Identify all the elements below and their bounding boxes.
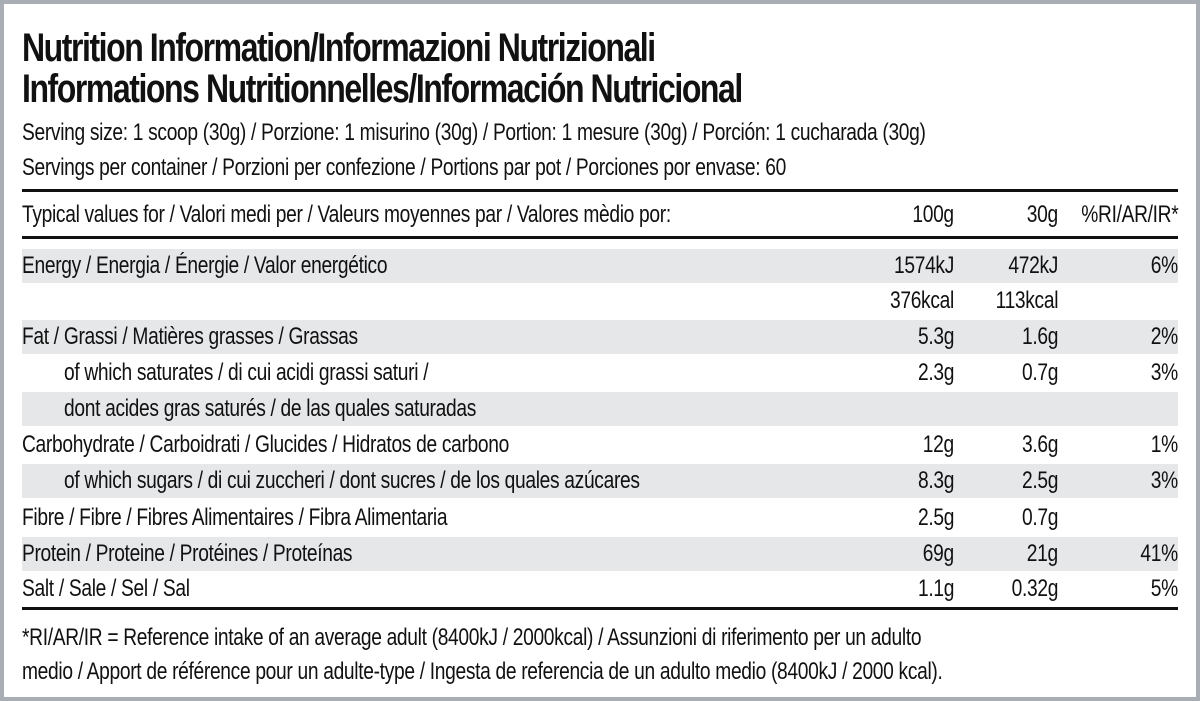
table-row-energy-kcal — [22, 284, 1178, 318]
footnote-line-2: medio / Apport de référence pour un adulte-type / Ingesta de referencia de un adulto medio (8400kJ / 2000 kcal). — [22, 658, 943, 685]
table-row-protein — [22, 537, 1178, 571]
table-row-fat — [22, 320, 1178, 354]
row-value-100g: 69g — [922, 540, 954, 567]
row-value-ri: 2% — [1150, 323, 1178, 350]
row-value-100g: 376kcal — [890, 287, 954, 314]
footnote-line-1: *RI/AR/IR = Reference intake of an average adult (8400kJ / 2000kcal) / Assunzioni di riferimento per un adulto — [22, 624, 922, 651]
header-per-100g: 100g — [912, 201, 954, 228]
table-row-carbohydrate — [22, 428, 1178, 462]
row-label: dont acides gras saturés / de las quales saturadas — [64, 395, 476, 422]
servings-per-container-text: Servings per container / Porzioni per confezione / Portions par pot / Porciones por envase: 60 — [22, 154, 786, 181]
row-value-30g: 1.6g — [1021, 323, 1058, 350]
row-value-30g: 0.7g — [1021, 504, 1058, 531]
row-value-100g: 12g — [922, 431, 954, 458]
table-row-saturates-continued — [22, 392, 1178, 426]
title-line-2: Informations Nutritionnelles/Información Nutricional — [22, 67, 742, 111]
table-row-saturates — [22, 356, 1178, 390]
row-value-ri: 5% — [1150, 575, 1178, 602]
table-bottom-rule — [22, 607, 1178, 610]
row-value-30g: 472kJ — [1008, 252, 1058, 279]
header-ri: %RI/AR/IR* — [1080, 201, 1178, 228]
row-label: Energy / Energia / Énergie / Valor energético — [22, 252, 388, 279]
table-row-salt — [22, 572, 1178, 606]
nutrition-label-content — [22, 4, 1178, 697]
row-value-100g: 8.3g — [917, 467, 954, 494]
table-row-energy-kj — [22, 249, 1178, 283]
row-value-30g: 113kcal — [995, 287, 1058, 314]
row-value-30g: 21g — [1026, 540, 1058, 567]
row-value-100g: 1.1g — [917, 575, 954, 602]
table-header-row — [22, 198, 1178, 232]
serving-size-text: Serving size: 1 scoop (30g) / Porzione: 1 misurino (30g) / Portion: 1 mesure (30g) / Porción: 1 cucharada (30g) — [22, 119, 926, 146]
row-value-30g: 3.6g — [1021, 431, 1058, 458]
row-label: Salt / Sale / Sel / Sal — [22, 575, 190, 602]
table-row-fibre — [22, 501, 1178, 535]
row-label: of which saturates / di cui acidi grassi saturi / — [64, 359, 429, 386]
row-value-100g: 1574kJ — [894, 252, 954, 279]
row-value-ri: 6% — [1150, 252, 1178, 279]
row-value-30g: 2.5g — [1021, 467, 1058, 494]
header-label: Typical values for / Valori medi per / Valeurs moyennes par / Valores mèdio por: — [22, 201, 671, 228]
row-value-100g: 5.3g — [917, 323, 954, 350]
row-value-ri: 3% — [1150, 467, 1178, 494]
row-value-30g: 0.32g — [1011, 575, 1058, 602]
row-value-ri: 41% — [1140, 540, 1178, 567]
row-value-100g: 2.5g — [917, 504, 954, 531]
header-per-30g: 30g — [1026, 201, 1058, 228]
table-header-rule — [22, 236, 1178, 239]
row-label: of which sugars / di cui zuccheri / dont sucres / de los quales azúcares — [64, 467, 640, 494]
row-value-30g: 0.7g — [1021, 359, 1058, 386]
row-value-ri: 1% — [1150, 431, 1178, 458]
row-label: Fibre / Fibre / Fibres Alimentaires / Fibra Alimentaria — [22, 504, 448, 531]
row-label: Fat / Grassi / Matières grasses / Grassas — [22, 323, 358, 350]
title-line-1: Nutrition Information/Informazioni Nutrizionali — [22, 26, 655, 70]
row-value-ri: 3% — [1150, 359, 1178, 386]
table-row-sugars — [22, 464, 1178, 498]
row-value-100g: 2.3g — [917, 359, 954, 386]
row-label: Protein / Proteine / Protéines / Proteínas — [22, 540, 353, 567]
table-top-rule — [22, 189, 1178, 192]
row-label: Carbohydrate / Carboidrati / Glucides / Hidratos de carbono — [22, 431, 509, 458]
